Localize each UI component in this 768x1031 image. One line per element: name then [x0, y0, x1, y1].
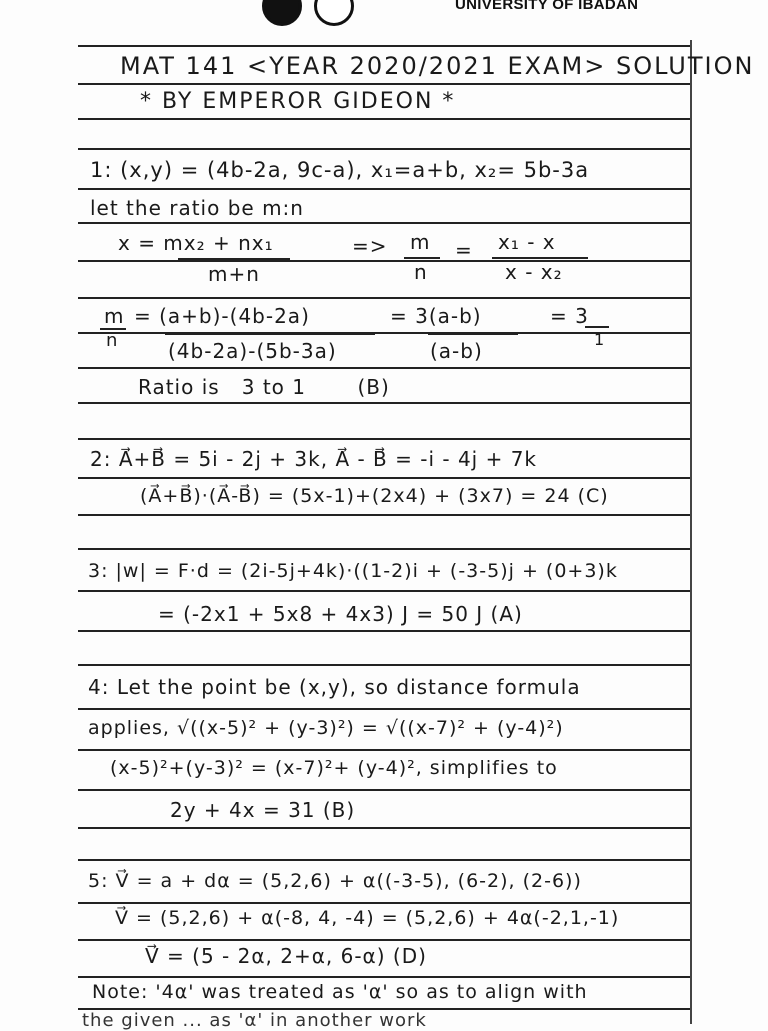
- ruled-line: [78, 402, 690, 404]
- fraction-bar: [492, 257, 588, 259]
- q1-implies-arrow: =>: [352, 234, 388, 258]
- q1-calc-m: m: [104, 304, 125, 328]
- author-line: * BY EMPEROR GIDEON *: [140, 89, 456, 114]
- ruled-line: [78, 789, 690, 791]
- ruled-line: [78, 222, 690, 224]
- ruled-line: [78, 749, 690, 751]
- q5-answer: V⃗ = (5 - 2α, 2+α, 6-α) (D): [145, 944, 427, 968]
- ruled-line: [78, 477, 690, 479]
- q4-distance-equation: applies, √((x-5)² + (y-3)²) = √((x-7)² + (y-4)²): [88, 717, 564, 739]
- q1-calc-result-denominator: 1: [594, 330, 606, 349]
- fraction-bar: [585, 326, 609, 328]
- fraction-bar: [178, 258, 290, 260]
- ruled-line: [78, 939, 690, 941]
- page-margin-line: [690, 40, 692, 1024]
- q1-calc-simplified-numerator: = 3(a-b): [390, 304, 482, 328]
- ruled-line: [78, 148, 690, 150]
- q1-equals: =: [455, 238, 473, 262]
- q1-calc-denominator: (4b-2a)-(5b-3a): [168, 339, 337, 363]
- fraction-bar: [165, 333, 375, 335]
- ruled-line: [78, 45, 690, 47]
- university-crest-icon: [262, 0, 302, 26]
- q2-dot-product: (A⃗+B⃗)·(A⃗-B⃗) = (5x-1)+(2x4) + (3x7) = 24 (C): [140, 485, 609, 507]
- ruled-line: [78, 590, 690, 592]
- fraction-bar: [404, 257, 440, 259]
- q1-calc-numerator: = (a+b)-(4b-2a): [134, 304, 310, 328]
- ruled-line: [78, 514, 690, 516]
- q4-statement: 4: Let the point be (x,y), so distance formula: [88, 675, 581, 699]
- q1-formula-numerator: x = mx₂ + nx₁: [118, 231, 274, 255]
- q1-calc-simplified-denominator: (a-b): [430, 339, 483, 363]
- q1-formula-denominator: m+n: [208, 262, 260, 286]
- ruled-line: [78, 859, 690, 861]
- page-title: MAT 141 <YEAR 2020/2021 EXAM> SOLUTION: [120, 52, 755, 80]
- ruled-line: [78, 297, 690, 299]
- ruled-line: [78, 664, 690, 666]
- q1-m: m: [410, 230, 431, 254]
- q3-answer: = (-2x1 + 5x8 + 4x3) J = 50 J (A): [158, 602, 523, 626]
- ruled-line: [78, 118, 690, 120]
- q5-note: Note: '4α' was treated as 'α' so as to align with: [92, 981, 588, 1003]
- q1-section-numerator: x₁ - x: [498, 230, 556, 254]
- q1-n: n: [414, 260, 428, 284]
- ruled-line: [78, 630, 690, 632]
- ruled-line: [78, 367, 690, 369]
- q1-ratio-statement: let the ratio be m:n: [90, 196, 304, 220]
- ruled-line: [78, 188, 690, 190]
- q2-given: 2: A⃗+B⃗ = 5i - 2j + 3k, A⃗ - B⃗ = -i - 4j + 7k: [90, 447, 538, 471]
- q5-note-cutoff: the given ... as 'α' in another work: [82, 1010, 427, 1031]
- ruled-line: [78, 902, 690, 904]
- q3-work-formula: 3: |w| = F·d = (2i-5j+4k)·((1-2)i + (-3-5)j + (0+3)k: [88, 560, 618, 582]
- fraction-bar: [428, 333, 518, 335]
- faculty-seal-icon: [314, 0, 354, 26]
- ruled-line: [78, 708, 690, 710]
- ruled-line: [78, 438, 690, 440]
- q1-calc-n: n: [106, 330, 119, 351]
- ruled-line: [78, 260, 690, 262]
- q5-vector-equation: 5: V⃗ = a + dα = (5,2,6) + α((-3-5), (6-2), (2-6)): [88, 870, 582, 892]
- q4-answer: 2y + 4x = 31 (B): [170, 798, 356, 822]
- ruled-line: [78, 827, 690, 829]
- q5-direction-vector: V⃗ = (5,2,6) + α(-8, 4, -4) = (5,2,6) + 4α(-2,1,-1): [115, 907, 620, 929]
- ruled-line: [78, 83, 690, 85]
- q4-squared-equation: (x-5)²+(y-3)² = (x-7)²+ (y-4)², simplifies to: [110, 757, 558, 779]
- q1-answer: Ratio is 3 to 1 (B): [138, 375, 390, 399]
- ruled-line: [78, 976, 690, 978]
- ruled-line: [78, 548, 690, 550]
- university-name: UNIVERSITY OF IBADAN: [455, 0, 639, 13]
- q1-section-denominator: x - x₂: [505, 260, 563, 284]
- q1-calc-result-numerator: = 3: [550, 304, 589, 328]
- q1-given: 1: (x,y) = (4b-2a, 9c-a), x₁=a+b, x₂= 5b-3a: [90, 158, 590, 182]
